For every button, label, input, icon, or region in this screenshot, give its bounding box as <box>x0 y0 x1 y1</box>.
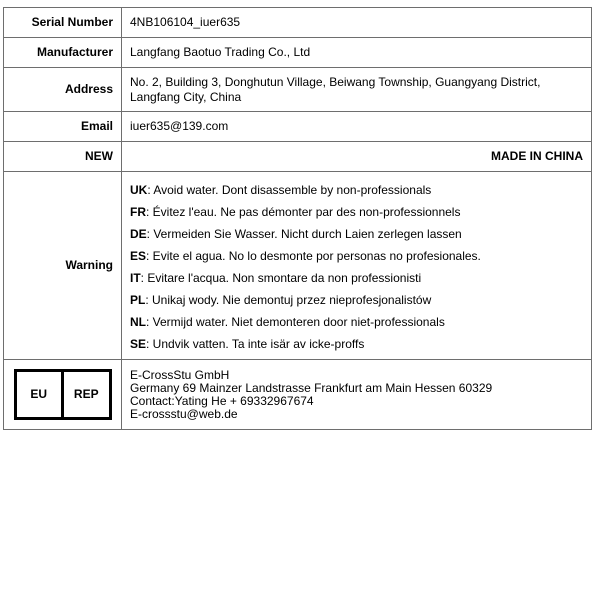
warning-line-it <box>130 267 583 289</box>
warning-line-de <box>130 223 583 245</box>
warning-line-se <box>130 333 583 355</box>
made-in-china-text: MADE IN CHINA <box>122 142 592 172</box>
eu-rep-email: E-crossstu@web.de <box>130 406 238 421</box>
warning-line-nl <box>130 311 583 333</box>
eu-rep-contact: Contact:Yating He + 69332967674 <box>130 393 314 408</box>
warning-line-es <box>130 245 583 267</box>
manufacturer-row <box>4 38 592 68</box>
warning-line-pl <box>130 289 583 311</box>
address-value: No. 2, Building 3, Donghutun Village, Beiwang Township, Guangyang District, Langfang City, China <box>122 68 592 112</box>
warning-text: : Evitare l'acqua. Non smontare da non professionisti <box>140 270 422 285</box>
new-label: NEW <box>4 142 122 172</box>
warning-line-fr <box>130 201 583 223</box>
warning-text: : Évitez l'eau. Ne pas démonter par des non-professionnels <box>146 204 461 219</box>
eu-rep-details <box>122 360 592 430</box>
product-label-table <box>3 7 592 430</box>
warning-code: NL <box>130 314 146 329</box>
warning-text: : Unikaj wody. Nie demontuj przez nieprofesjonalistów <box>145 292 432 307</box>
eu-rep-badge-right: REP <box>73 387 99 401</box>
warning-code: DE <box>130 226 147 241</box>
eu-rep-address: Germany 69 Mainzer Landstrasse Frankfurt am Main Hessen 60329 <box>130 380 493 395</box>
eu-rep-lines <box>130 369 583 421</box>
serial-number-value: 4NB106104_iuer635 <box>122 8 592 38</box>
warning-row <box>4 172 592 360</box>
warning-list <box>130 175 583 357</box>
warning-code: FR <box>130 204 146 219</box>
warning-cell <box>122 172 592 360</box>
serial-number-label: Serial Number <box>4 8 122 38</box>
warning-code: PL <box>130 292 146 307</box>
eu-rep-badge-cell <box>4 360 122 430</box>
address-label: Address <box>4 68 122 112</box>
eu-rep-badge <box>14 369 112 420</box>
new-row <box>4 142 592 172</box>
warning-code: UK <box>130 182 148 197</box>
manufacturer-value: Langfang Baotuo Trading Co., Ltd <box>122 38 592 68</box>
email-row <box>4 112 592 142</box>
warning-code: SE <box>130 336 147 351</box>
warning-text: : Avoid water. Dont disassemble by non-professionals <box>147 182 432 197</box>
warning-text: : Vermijd water. Niet demonteren door niet-professionals <box>146 314 445 329</box>
address-row <box>4 68 592 112</box>
eu-rep-badge-left: EU <box>17 372 65 417</box>
warning-text: : Evite el agua. No lo desmonte por personas no profesionales. <box>146 248 481 263</box>
eu-rep-row <box>4 360 592 430</box>
email-label: Email <box>4 112 122 142</box>
warning-code: ES <box>130 248 147 263</box>
warning-text: : Undvik vatten. Ta inte isär av icke-proffs <box>146 336 365 351</box>
warning-text: : Vermeiden Sie Wasser. Nicht durch Laien zerlegen lassen <box>146 226 462 241</box>
warning-line-uk <box>130 179 583 201</box>
email-value: iuer635@139.com <box>122 112 592 142</box>
serial-number-row <box>4 8 592 38</box>
eu-rep-company: E-CrossStu GmbH <box>130 367 230 382</box>
eu-rep-badge-wrap <box>12 360 113 429</box>
manufacturer-label: Manufacturer <box>4 38 122 68</box>
warning-label: Warning <box>4 172 122 360</box>
warning-code: IT <box>130 270 141 285</box>
